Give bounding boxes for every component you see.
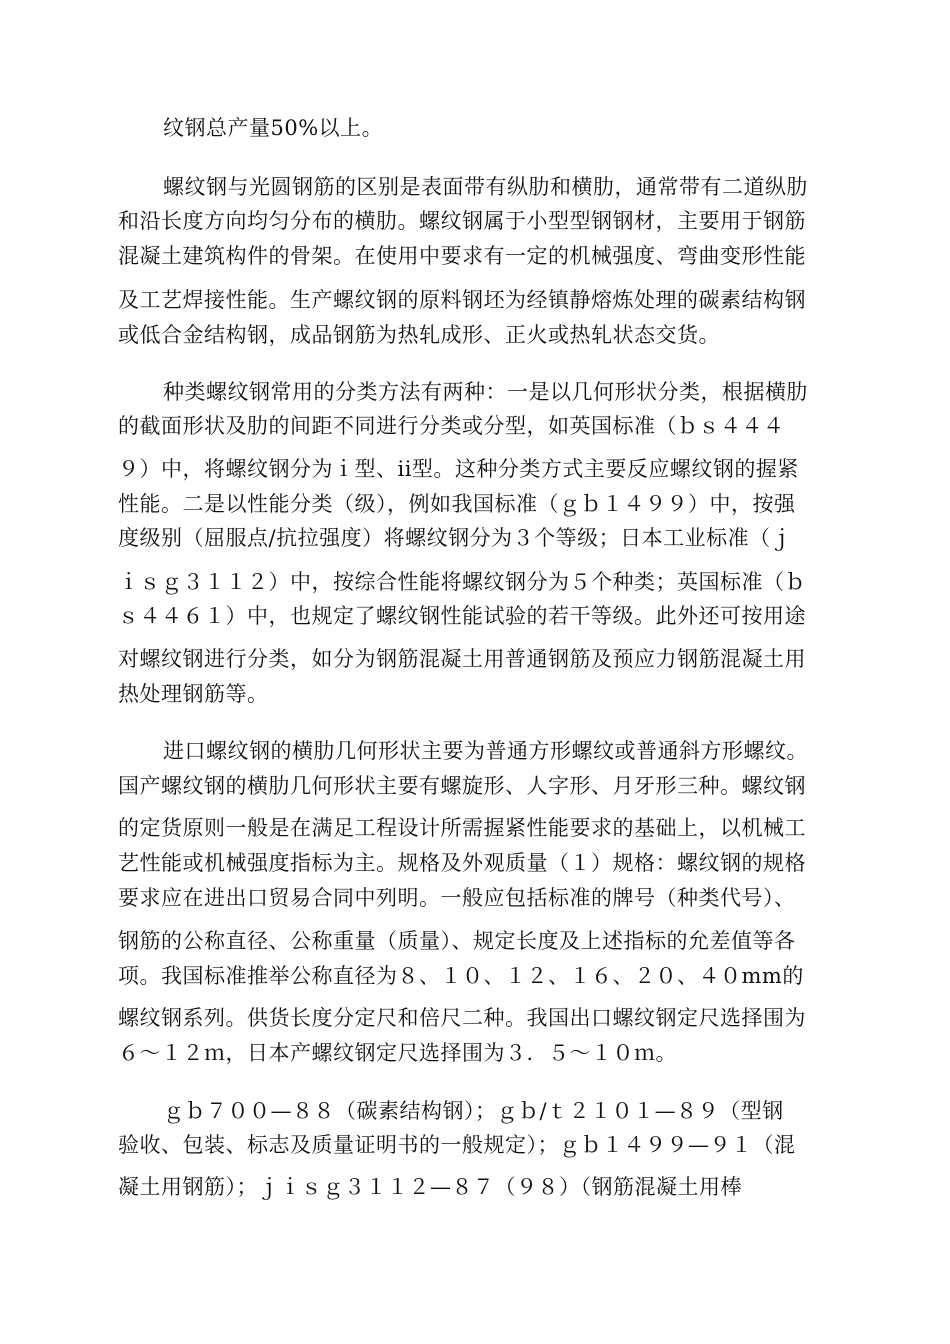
text-line: 性能。二是以性能分类（级），例如我国标准（ｇｂ１４９９）中，按强 (118, 492, 796, 516)
text-line: 验收、包装、标志及质量证明书的一般规定）；ｇｂ１４９９—９１（混 (118, 1133, 796, 1157)
paragraph-start-line: 进口螺纹钢的横肋几何形状主要为普通方形螺纹或普通斜方形螺纹。 (163, 739, 808, 763)
text-line: 凝土用钢筋）；ｊｉｓｇ３１１２—８７（９８）（钢筋混凝土用棒 (118, 1175, 742, 1199)
text-line: 钢筋的公称直径、公称重量（质量）、规定长度及上述指标的允差值等各 (118, 929, 796, 953)
text-line: 对螺纹钢进行分类，如分为钢筋混凝土用普通钢筋及预应力钢筋混凝土用 (118, 647, 806, 671)
text-line: 的定货原则一般是在满足工程设计所需握紧性能要求的基础上，以机械工 (118, 816, 806, 840)
text-line: 纹钢总产量50%以上。 (163, 116, 384, 140)
text-line: ６～１２ｍ，日本产螺纹钢定尺选择围为３．５～１０ｍ。 (118, 1041, 677, 1065)
text-line: ｓ４４６１）中，也规定了螺纹钢性能试验的若干等级。此外还可按用途 (118, 604, 806, 628)
text-line: 及工艺焊接性能。生产螺纹钢的原料钢坯为经镇静熔炼处理的碳素结构钢 (118, 288, 806, 312)
text-line: 国产螺纹钢的横肋几何形状主要有螺旋形、人字形、月牙形三种。螺纹钢 (118, 774, 806, 798)
paragraph-start-line: 种类螺纹钢常用的分类方法有两种：一是以几何形状分类，根据横肋 (163, 380, 808, 404)
text-line: 螺纹钢系列。供货长度分定尺和倍尺二种。我国出口螺纹钢定尺选择围为 (118, 1006, 806, 1030)
paragraph-start-line: ｇｂ７００—８８（碳素结构钢）；ｇｂ/ｔ２１０１—８９（型钢 (163, 1099, 784, 1123)
text-line: 热处理钢筋等。 (118, 682, 269, 706)
text-line: 的截面形状及肋的间距不同进行分类或分型，如英国标准（ｂｓ４４４ (118, 414, 785, 438)
text-line: 要求应在进出口贸易合同中列明。一般应包括标准的牌号（种类代号）、 (118, 886, 796, 910)
text-line: ９）中，将螺纹钢分为ｉ型、ii型。这种分类方式主要反应螺纹钢的握紧 (118, 457, 799, 481)
text-line: 艺性能或机械强度指标为主。规格及外观质量（１）规格：螺纹钢的规格 (118, 851, 806, 875)
text-line: 度级别（屈服点/抗拉强度）将螺纹钢分为３个等级；日本工业标准（ｊ (118, 526, 793, 550)
text-line: ｉｓｇ３１１２）中，按综合性能将螺纹钢分为５个种类；英国标准（ｂ (118, 570, 806, 594)
text-line: 项。我国标准推举公称直径为８、１０、１２、１６、２０、４０mm的 (118, 964, 804, 988)
text-line: 和沿长度方向均匀分布的横肋。螺纹钢属于小型型钢钢材，主要用于钢筋 (118, 209, 806, 233)
paragraph-start-line: 螺纹钢与光圆钢筋的区别是表面带有纵肋和横肋，通常带有二道纵肋 (163, 175, 808, 199)
text-line: 混凝土建筑构件的骨架。在使用中要求有一定的机械强度、弯曲变形性能 (118, 244, 806, 268)
text-line: 或低合金结构钢，成品钢筋为热轧成形、正火或热轧状态交货。 (118, 323, 720, 347)
